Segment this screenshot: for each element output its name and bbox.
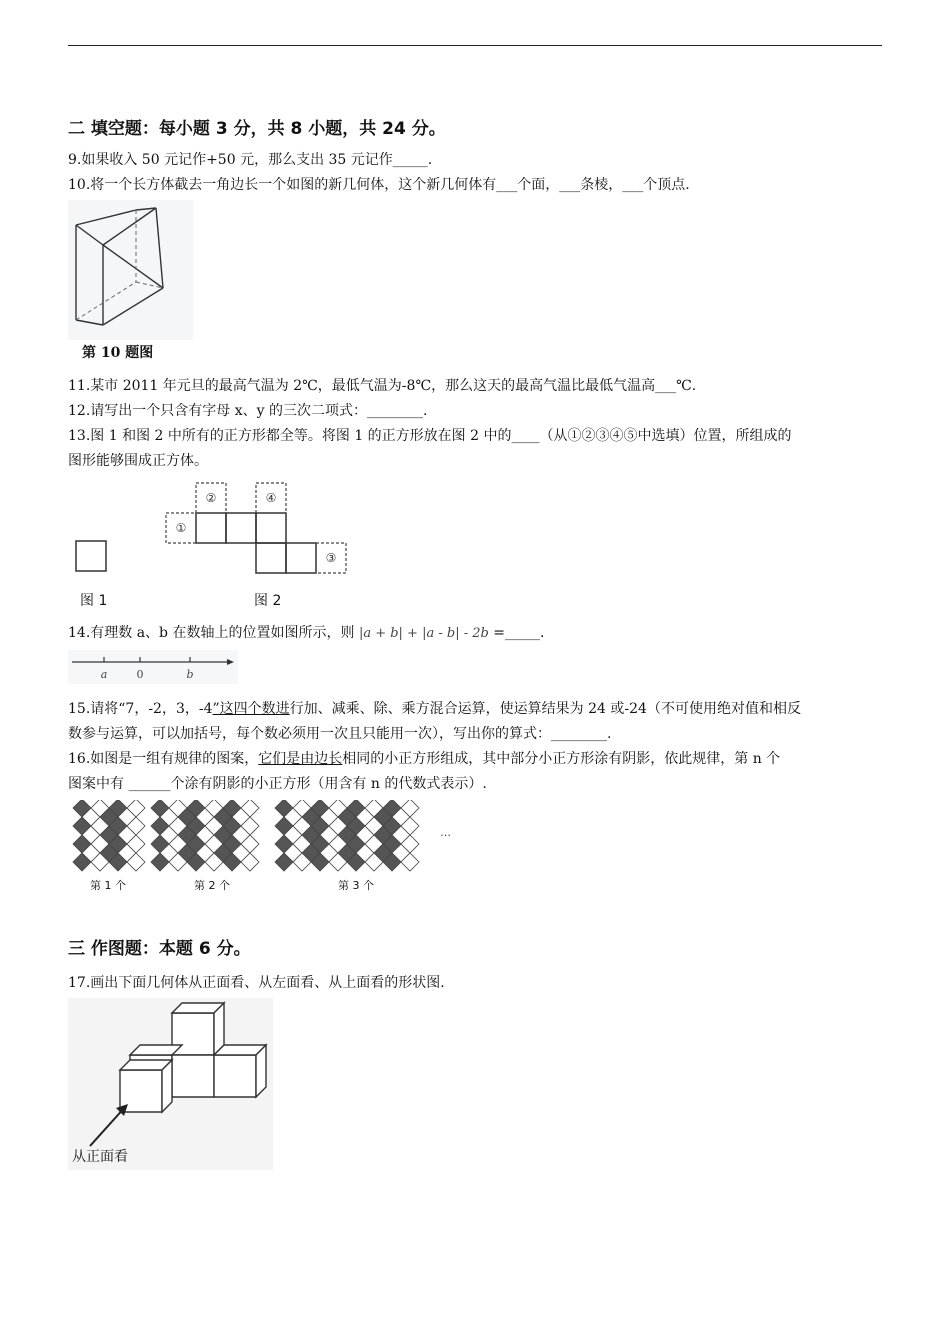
question-17-figure: [68, 998, 273, 1170]
question-16-rest: 相同的小正方形组成，其中部分小正方形涂有阴影，依此规律，第 n 个: [342, 751, 781, 767]
figure-1-caption: 图 1: [80, 593, 108, 609]
question-13-line-1: 13.图 1 和图 2 中所有的正方形都全等。将图 1 的正方形放在图 2 中的____（从①②③④⑤中选填）位置，所组成的: [68, 428, 792, 444]
square-net-drawing: [68, 478, 368, 583]
question-15-underlined: ”这四个数进: [212, 701, 290, 717]
cut-cuboid-drawing: [68, 200, 193, 340]
question-12: 12.请写出一个只含有字母 x、y 的三次二项式：________.: [68, 403, 428, 419]
position-label-2: ②: [205, 491, 217, 505]
position-label-3: ③: [325, 551, 337, 565]
pattern-1-caption: 第 1 个: [90, 879, 126, 892]
question-10-figure: [68, 200, 193, 365]
question-9: 9.如果收入 50 元记作+50 元，那么支出 35 元记作_____.: [68, 152, 433, 168]
question-14-prefix: 14.有理数 a、b 在数轴上的位置如图所示，则: [68, 625, 355, 641]
question-11: 11.某市 2011 年元旦的最高气温为 2℃，最低气温为-8℃，那么这天的最高气温比最低气温高___℃.: [68, 378, 697, 394]
question-14: [68, 621, 884, 646]
section-3-heading: 三 作图题：本题 6 分。: [68, 939, 251, 959]
diamond-patterns: [68, 800, 468, 880]
question-16-line-2: 图案中有 ______个涂有阴影的小正方形（用含有 n 的代数式表示）.: [68, 776, 487, 792]
pattern-ellipsis: …: [440, 826, 451, 839]
cube-assembly-drawing: [68, 998, 273, 1170]
number-line-figure: [68, 650, 238, 684]
question-16-underlined: 它们是由边长: [258, 751, 343, 767]
question-10: 10.将一个长方体截去一角边长一个如图的新几何体，这个新几何体有___个面，___条棱，___个顶点.: [68, 177, 690, 193]
axis-label-b: b: [186, 668, 194, 681]
question-14-suffix: =_____.: [493, 625, 545, 641]
question-15-rest: 行加、减乘、除、乘方混合运算，使运算结果为 24 或-24（不可使用绝对值和相反: [289, 701, 801, 717]
figure-1-square: [76, 541, 106, 571]
pattern-2-caption: 第 2 个: [194, 879, 230, 892]
question-17-figure-caption: 从正面看: [72, 1149, 128, 1165]
figure-2-caption: 图 2: [254, 593, 282, 609]
section-2-heading: 二 填空题：每小题 3 分，共 8 小题，共 24 分。: [68, 119, 446, 139]
question-10-figure-caption: 第 10 题图: [82, 345, 154, 361]
question-17: 17.画出下面几何体从正面看、从左面看、从上面看的形状图.: [68, 975, 445, 991]
question-16-pattern-figure: [68, 800, 468, 905]
position-label-1: ①: [175, 521, 187, 535]
number-line: [68, 650, 238, 684]
question-13-line-2: 图形能够围成正方体。: [68, 453, 208, 469]
question-16-line-1: [68, 747, 884, 772]
top-rule: [68, 45, 882, 46]
question-14-expression: |a + b| + |a - b| - 2b: [358, 626, 489, 641]
question-15-line-2: 数参与运算，可以加括号，每个数必须用一次且只能用一次），写出你的算式：________.: [68, 726, 612, 742]
axis-label-a: a: [100, 668, 108, 681]
question-16-prefix: 16.如图是一组有规律的图案，: [68, 751, 259, 767]
position-label-4: ④: [265, 491, 277, 505]
question-15-line-1: [68, 697, 884, 722]
question-13-figures: [68, 478, 368, 613]
question-15-prefix: 15.请将“7，-2，3，-4: [68, 701, 213, 717]
axis-label-zero: 0: [136, 668, 144, 681]
pattern-3-caption: 第 3 个: [338, 879, 374, 892]
